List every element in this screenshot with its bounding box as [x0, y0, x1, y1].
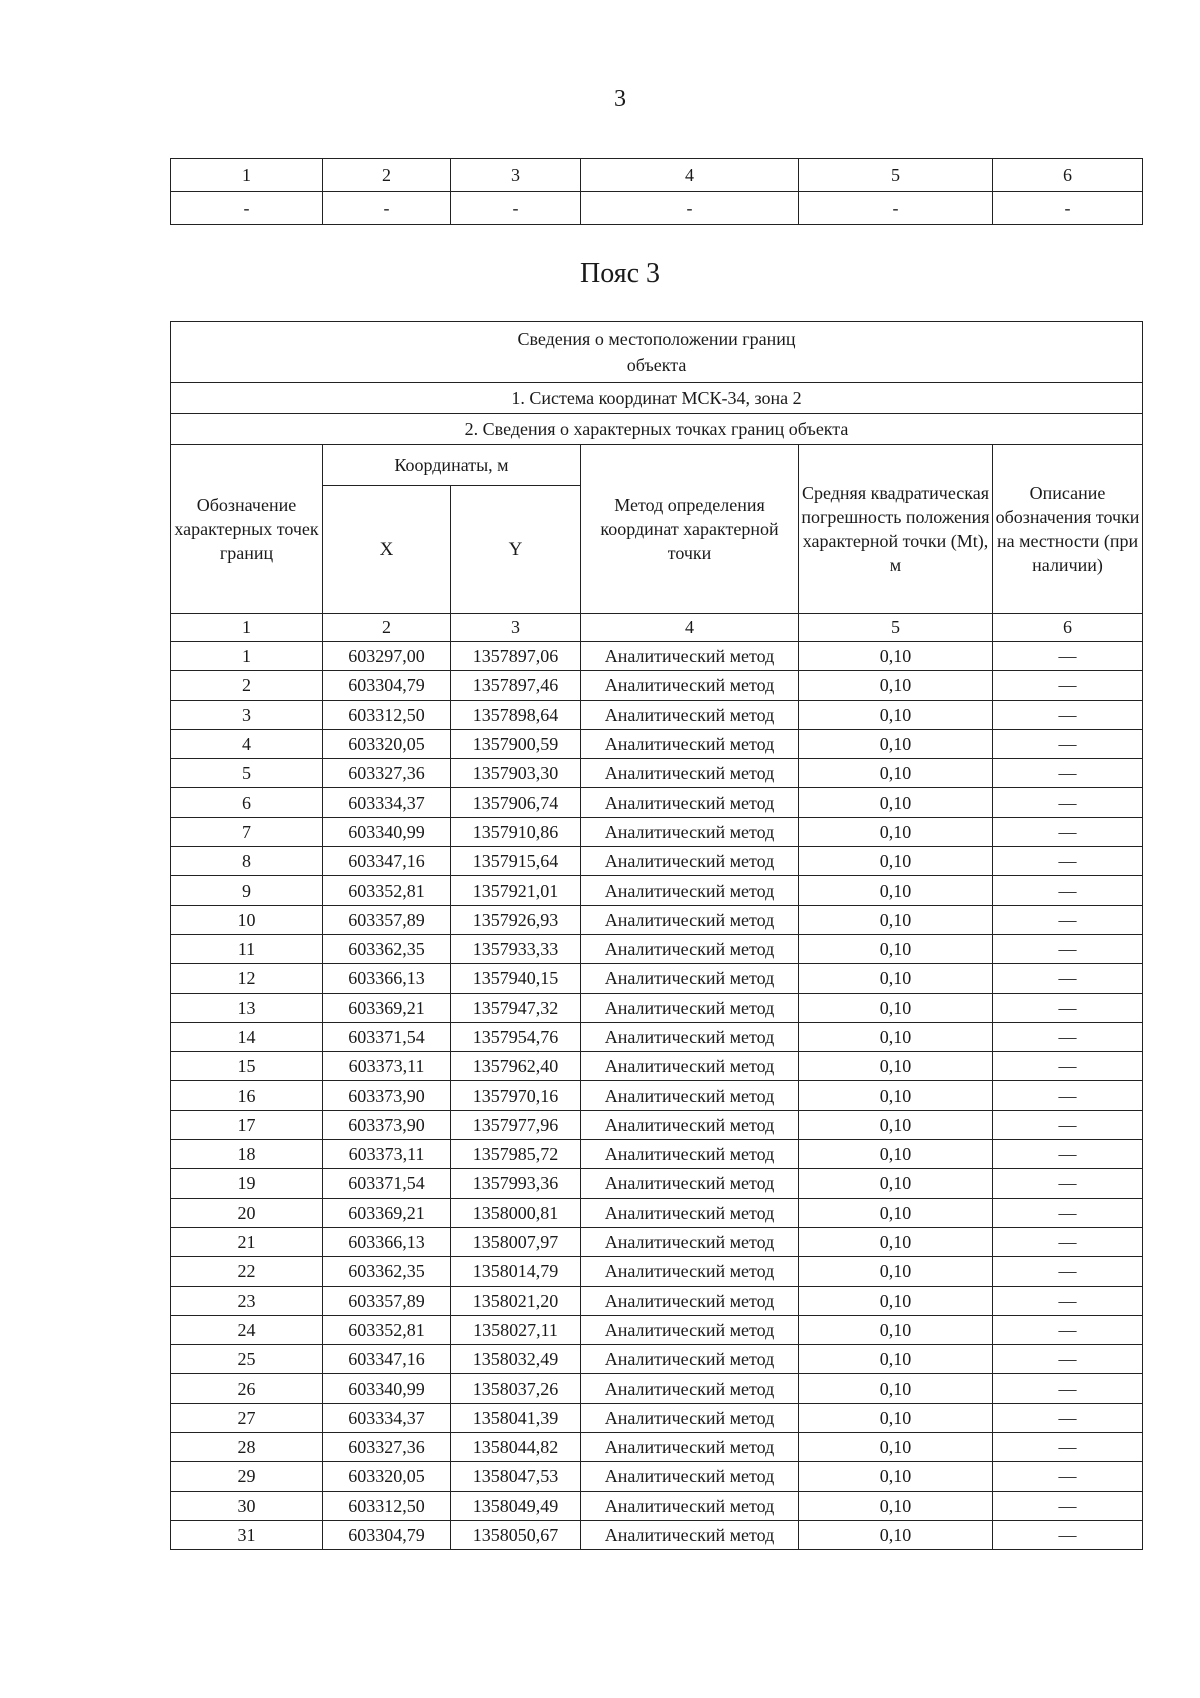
- coord-y: 1357906,74: [451, 788, 581, 817]
- mt-error: 0,10: [799, 1169, 993, 1198]
- mt-error: 0,10: [799, 934, 993, 963]
- method: Аналитический метод: [581, 1227, 799, 1256]
- coord-y: 1357900,59: [451, 729, 581, 758]
- mt-error: 0,10: [799, 1462, 993, 1491]
- mt-error: 0,10: [799, 1198, 993, 1227]
- method: Аналитический метод: [581, 1081, 799, 1110]
- coord-x: 603334,37: [323, 1403, 451, 1432]
- table-title: [171, 322, 1143, 383]
- empty-value: -: [171, 192, 323, 225]
- table-row: [171, 1491, 1143, 1520]
- description: —: [993, 759, 1143, 788]
- coord-x: 603369,21: [323, 993, 451, 1022]
- mt-error: 0,10: [799, 993, 993, 1022]
- coord-y: 1357926,93: [451, 905, 581, 934]
- coord-y: 1358007,97: [451, 1227, 581, 1256]
- col-y-header: Y: [451, 486, 581, 614]
- description: —: [993, 847, 1143, 876]
- description: —: [993, 964, 1143, 993]
- point-number: 8: [171, 847, 323, 876]
- method: Аналитический метод: [581, 788, 799, 817]
- coord-y: 1357954,76: [451, 1022, 581, 1051]
- method: Аналитический метод: [581, 642, 799, 671]
- point-number: 15: [171, 1052, 323, 1081]
- table-row: [171, 1198, 1143, 1227]
- method: Аналитический метод: [581, 1022, 799, 1051]
- table-row: [171, 759, 1143, 788]
- coord-x: 603371,54: [323, 1022, 451, 1051]
- coord-y: 1358044,82: [451, 1433, 581, 1462]
- mt-error: 0,10: [799, 671, 993, 700]
- continuation-table: [170, 158, 1143, 225]
- coord-x: 603327,36: [323, 1433, 451, 1462]
- method: Аналитический метод: [581, 1052, 799, 1081]
- empty-value: -: [451, 192, 581, 225]
- coord-y: 1358049,49: [451, 1491, 581, 1520]
- mt-error: 0,10: [799, 788, 993, 817]
- mt-error: 0,10: [799, 1286, 993, 1315]
- point-number: 1: [171, 642, 323, 671]
- table-row: [171, 1403, 1143, 1432]
- table-row: [171, 964, 1143, 993]
- mt-error: 0,10: [799, 817, 993, 846]
- coord-x: 603373,90: [323, 1081, 451, 1110]
- column-number: 3: [451, 159, 581, 192]
- point-number: 19: [171, 1169, 323, 1198]
- coord-y: 1357897,46: [451, 671, 581, 700]
- coord-x: 603352,81: [323, 1315, 451, 1344]
- point-number: 3: [171, 700, 323, 729]
- table-row: [171, 1110, 1143, 1139]
- point-number: 28: [171, 1433, 323, 1462]
- column-number: 1: [171, 614, 323, 642]
- column-number: 2: [323, 614, 451, 642]
- point-number: 20: [171, 1198, 323, 1227]
- method: Аналитический метод: [581, 1462, 799, 1491]
- coord-y: 1357910,86: [451, 817, 581, 846]
- continuation-value-row: [171, 192, 1143, 225]
- point-number: 17: [171, 1110, 323, 1139]
- table-row: [171, 1140, 1143, 1169]
- coord-y: 1358037,26: [451, 1374, 581, 1403]
- col-coordinates-header: Координаты, м: [323, 445, 581, 486]
- column-numbers-row: [171, 614, 1143, 642]
- table-title-text: Сведения о местоположении границ объекта: [517, 329, 796, 375]
- coord-y: 1357977,96: [451, 1110, 581, 1139]
- empty-value: -: [581, 192, 799, 225]
- coord-x: 603347,16: [323, 847, 451, 876]
- method: Аналитический метод: [581, 817, 799, 846]
- mt-error: 0,10: [799, 1315, 993, 1344]
- description: —: [993, 1433, 1143, 1462]
- coord-x: 603320,05: [323, 729, 451, 758]
- mt-error: 0,10: [799, 1227, 993, 1256]
- point-number: 6: [171, 788, 323, 817]
- column-number: 5: [799, 159, 993, 192]
- method: Аналитический метод: [581, 1257, 799, 1286]
- description: —: [993, 1052, 1143, 1081]
- mt-error: 0,10: [799, 847, 993, 876]
- coord-x: 603340,99: [323, 817, 451, 846]
- coord-y: 1357915,64: [451, 847, 581, 876]
- method: Аналитический метод: [581, 671, 799, 700]
- method: Аналитический метод: [581, 876, 799, 905]
- coord-y: 1358014,79: [451, 1257, 581, 1286]
- description: —: [993, 993, 1143, 1022]
- description: —: [993, 1462, 1143, 1491]
- coord-y: 1358050,67: [451, 1520, 581, 1549]
- mt-error: 0,10: [799, 700, 993, 729]
- table-row: [171, 671, 1143, 700]
- point-number: 9: [171, 876, 323, 905]
- method: Аналитический метод: [581, 964, 799, 993]
- description: —: [993, 700, 1143, 729]
- mt-error: 0,10: [799, 1140, 993, 1169]
- boundary-points-table: [170, 321, 1143, 1550]
- column-number: 3: [451, 614, 581, 642]
- coord-x: 603366,13: [323, 964, 451, 993]
- point-number: 11: [171, 934, 323, 963]
- table-row: [171, 1227, 1143, 1256]
- point-number: 12: [171, 964, 323, 993]
- column-number: 6: [993, 614, 1143, 642]
- coord-y: 1358047,53: [451, 1462, 581, 1491]
- point-number: 30: [171, 1491, 323, 1520]
- description: —: [993, 1257, 1143, 1286]
- coord-x: 603373,11: [323, 1140, 451, 1169]
- description: —: [993, 788, 1143, 817]
- coord-y: 1357933,33: [451, 934, 581, 963]
- point-number: 5: [171, 759, 323, 788]
- coord-y: 1358041,39: [451, 1403, 581, 1432]
- table-row: [171, 1433, 1143, 1462]
- table-row: [171, 993, 1143, 1022]
- mt-error: 0,10: [799, 1433, 993, 1462]
- column-number: 2: [323, 159, 451, 192]
- point-number: 14: [171, 1022, 323, 1051]
- description: —: [993, 934, 1143, 963]
- table-row: [171, 788, 1143, 817]
- coord-y: 1357898,64: [451, 700, 581, 729]
- table-row: [171, 700, 1143, 729]
- description: —: [993, 1520, 1143, 1549]
- method: Аналитический метод: [581, 934, 799, 963]
- continuation-header-row: [171, 159, 1143, 192]
- method: Аналитический метод: [581, 1403, 799, 1432]
- coord-x: 603334,37: [323, 788, 451, 817]
- method: Аналитический метод: [581, 1374, 799, 1403]
- col-method-header: Метод определения координат характерной точки: [581, 445, 799, 614]
- table-row: [171, 934, 1143, 963]
- method: Аналитический метод: [581, 1345, 799, 1374]
- description: —: [993, 1198, 1143, 1227]
- coord-x: 603362,35: [323, 934, 451, 963]
- description: —: [993, 876, 1143, 905]
- empty-value: -: [323, 192, 451, 225]
- coord-y: 1357897,06: [451, 642, 581, 671]
- point-number: 13: [171, 993, 323, 1022]
- mt-error: 0,10: [799, 1403, 993, 1432]
- description: —: [993, 1169, 1143, 1198]
- method: Аналитический метод: [581, 847, 799, 876]
- point-number: 7: [171, 817, 323, 846]
- table-row: [171, 1052, 1143, 1081]
- description: —: [993, 1227, 1143, 1256]
- table-row: [171, 817, 1143, 846]
- coord-y: 1358032,49: [451, 1345, 581, 1374]
- method: Аналитический метод: [581, 1491, 799, 1520]
- column-number: 1: [171, 159, 323, 192]
- table-row: [171, 1374, 1143, 1403]
- column-number: 4: [581, 159, 799, 192]
- mt-error: 0,10: [799, 1081, 993, 1110]
- coord-x: 603304,79: [323, 671, 451, 700]
- table-row: [171, 1022, 1143, 1051]
- mt-error: 0,10: [799, 1110, 993, 1139]
- coord-x: 603352,81: [323, 876, 451, 905]
- method: Аналитический метод: [581, 1198, 799, 1227]
- mt-error: 0,10: [799, 964, 993, 993]
- point-number: 24: [171, 1315, 323, 1344]
- col-designation-header: Обозначение характерных точек границ: [171, 445, 323, 614]
- method: Аналитический метод: [581, 1140, 799, 1169]
- point-number: 25: [171, 1345, 323, 1374]
- table-row: [171, 1169, 1143, 1198]
- coord-y: 1357947,32: [451, 993, 581, 1022]
- point-number: 22: [171, 1257, 323, 1286]
- column-number: 6: [993, 159, 1143, 192]
- method: Аналитический метод: [581, 1520, 799, 1549]
- empty-value: -: [799, 192, 993, 225]
- coord-x: 603362,35: [323, 1257, 451, 1286]
- description: —: [993, 1110, 1143, 1139]
- method: Аналитический метод: [581, 1169, 799, 1198]
- table-row: [171, 1286, 1143, 1315]
- coord-x: 603312,50: [323, 1491, 451, 1520]
- method: Аналитический метод: [581, 1315, 799, 1344]
- table-row: [171, 1345, 1143, 1374]
- table-row: [171, 905, 1143, 934]
- coord-y: 1358000,81: [451, 1198, 581, 1227]
- mt-error: 0,10: [799, 1257, 993, 1286]
- method: Аналитический метод: [581, 759, 799, 788]
- point-number: 10: [171, 905, 323, 934]
- coord-y: 1357993,36: [451, 1169, 581, 1198]
- mt-error: 0,10: [799, 759, 993, 788]
- table-row: [171, 1462, 1143, 1491]
- description: —: [993, 905, 1143, 934]
- description: —: [993, 1403, 1143, 1432]
- coord-x: 603347,16: [323, 1345, 451, 1374]
- mt-error: 0,10: [799, 1374, 993, 1403]
- mt-error: 0,10: [799, 1052, 993, 1081]
- coord-x: 603369,21: [323, 1198, 451, 1227]
- description: —: [993, 1022, 1143, 1051]
- point-number: 31: [171, 1520, 323, 1549]
- coord-y: 1357962,40: [451, 1052, 581, 1081]
- method: Аналитический метод: [581, 1286, 799, 1315]
- mt-error: 0,10: [799, 1520, 993, 1549]
- coord-y: 1357921,01: [451, 876, 581, 905]
- coord-x: 603366,13: [323, 1227, 451, 1256]
- coord-y: 1357985,72: [451, 1140, 581, 1169]
- coord-x: 603320,05: [323, 1462, 451, 1491]
- description: —: [993, 1315, 1143, 1344]
- description: —: [993, 1081, 1143, 1110]
- empty-value: -: [993, 192, 1143, 225]
- page-number: 3: [614, 86, 626, 112]
- coord-x: 603357,89: [323, 905, 451, 934]
- point-number: 29: [171, 1462, 323, 1491]
- coord-x: 603297,00: [323, 642, 451, 671]
- mt-error: 0,10: [799, 905, 993, 934]
- coord-y: 1357940,15: [451, 964, 581, 993]
- method: Аналитический метод: [581, 729, 799, 758]
- description: —: [993, 1345, 1143, 1374]
- point-number: 4: [171, 729, 323, 758]
- description: —: [993, 1140, 1143, 1169]
- coord-y: 1357903,30: [451, 759, 581, 788]
- description: —: [993, 817, 1143, 846]
- description: —: [993, 1491, 1143, 1520]
- coord-x: 603373,90: [323, 1110, 451, 1139]
- table-row: [171, 1520, 1143, 1549]
- point-number: 2: [171, 671, 323, 700]
- method: Аналитический метод: [581, 1433, 799, 1462]
- mt-error: 0,10: [799, 1491, 993, 1520]
- description: —: [993, 642, 1143, 671]
- description: —: [993, 1286, 1143, 1315]
- coord-y: 1358021,20: [451, 1286, 581, 1315]
- table-row: [171, 847, 1143, 876]
- points-heading: 2. Сведения о характерных точках границ объекта: [171, 414, 1143, 445]
- column-number: 4: [581, 614, 799, 642]
- table-row: [171, 1315, 1143, 1344]
- mt-error: 0,10: [799, 876, 993, 905]
- description: —: [993, 729, 1143, 758]
- method: Аналитический метод: [581, 700, 799, 729]
- point-number: 21: [171, 1227, 323, 1256]
- col-description-header: Описание обозначения точки на местности (при наличии): [993, 445, 1143, 614]
- point-number: 27: [171, 1403, 323, 1432]
- coord-x: 603304,79: [323, 1520, 451, 1549]
- table-row: [171, 1257, 1143, 1286]
- table-row: [171, 642, 1143, 671]
- coord-x: 603373,11: [323, 1052, 451, 1081]
- coord-x: 603312,50: [323, 700, 451, 729]
- method: Аналитический метод: [581, 993, 799, 1022]
- point-number: 23: [171, 1286, 323, 1315]
- coord-x: 603327,36: [323, 759, 451, 788]
- mt-error: 0,10: [799, 729, 993, 758]
- method: Аналитический метод: [581, 1110, 799, 1139]
- table-row: [171, 1081, 1143, 1110]
- point-number: 26: [171, 1374, 323, 1403]
- mt-error: 0,10: [799, 1345, 993, 1374]
- method: Аналитический метод: [581, 905, 799, 934]
- table-row: [171, 729, 1143, 758]
- section-title: Пояс 3: [580, 258, 660, 289]
- coord-x: 603340,99: [323, 1374, 451, 1403]
- col-x-header: X: [323, 486, 451, 614]
- table-row: [171, 876, 1143, 905]
- coord-y: 1357970,16: [451, 1081, 581, 1110]
- mt-error: 0,10: [799, 1022, 993, 1051]
- coord-y: 1358027,11: [451, 1315, 581, 1344]
- mt-error: 0,10: [799, 642, 993, 671]
- coord-x: 603371,54: [323, 1169, 451, 1198]
- coordinate-system: 1. Система координат МСК-34, зона 2: [171, 383, 1143, 414]
- column-number: 5: [799, 614, 993, 642]
- description: —: [993, 671, 1143, 700]
- point-number: 18: [171, 1140, 323, 1169]
- point-number: 16: [171, 1081, 323, 1110]
- col-error-header: Средняя квадратическая погрешность положения характерной точки (Mt), м: [799, 445, 993, 614]
- description: —: [993, 1374, 1143, 1403]
- coord-x: 603357,89: [323, 1286, 451, 1315]
- table-body: [171, 642, 1143, 1550]
